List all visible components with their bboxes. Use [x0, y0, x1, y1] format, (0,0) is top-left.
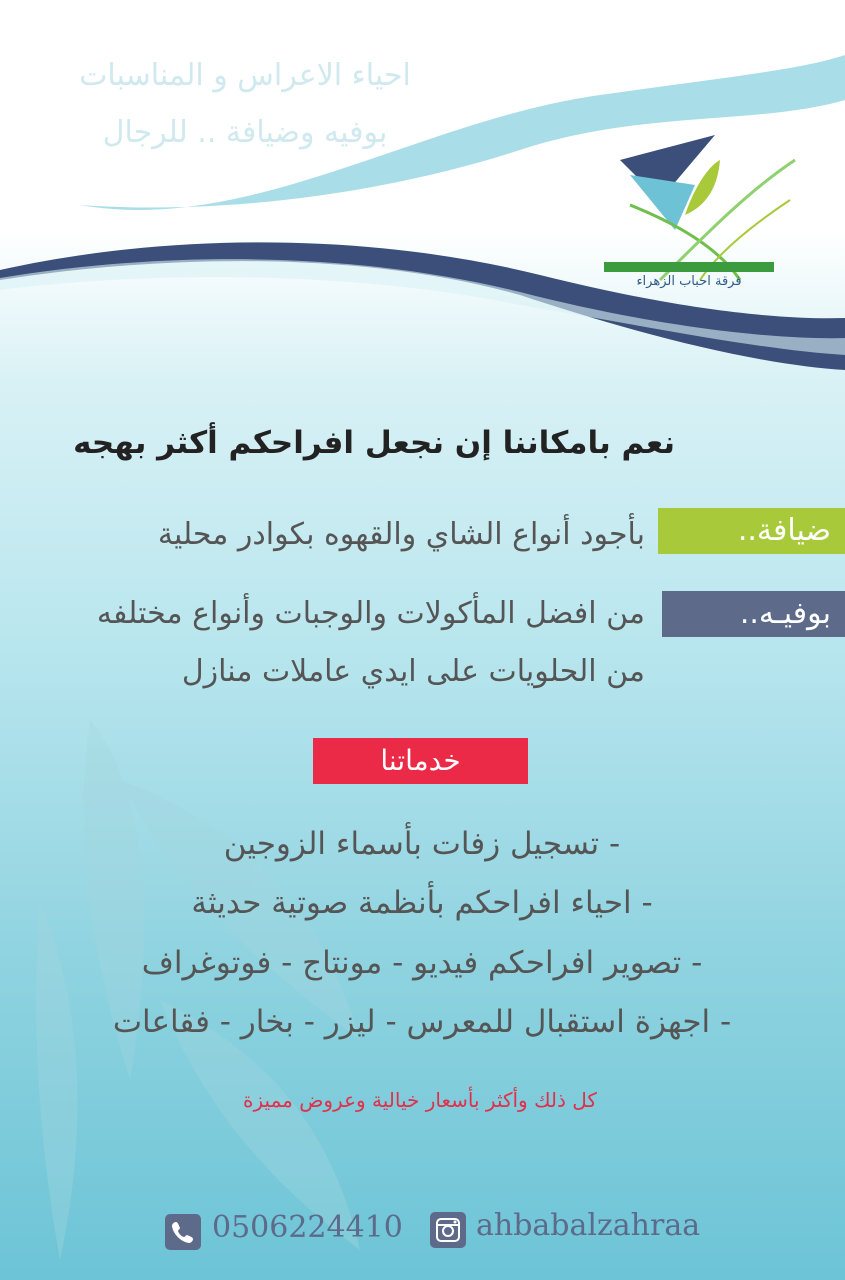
- diyafa-description: بأجود أنواع الشاي والقهوه بكوادر محلية: [157, 517, 645, 552]
- instagram-handle[interactable]: ahbabalzahraa: [476, 1208, 701, 1243]
- service-item: - احياء افراحكم بأنظمة صوتية حديثة: [191, 885, 653, 921]
- instagram-icon[interactable]: [430, 1212, 466, 1248]
- tagline-line2: بوفيه وضيافة .. للرجال: [102, 115, 388, 150]
- logo: [600, 130, 800, 295]
- services-title: خدماتنا: [313, 738, 528, 784]
- tagline-line1: احياء الاعراس و المناسبات: [79, 58, 411, 93]
- logo-caption: فرقة احباب الزهراء: [636, 274, 742, 289]
- phone-icon[interactable]: [165, 1214, 201, 1250]
- service-item: - تصوير افراحكم فيديو - مونتاج - فوتوغراف: [141, 945, 703, 981]
- buffet-description-line2: من الحلويات على ايدي عاملات منازل: [181, 654, 645, 689]
- diyafa-label: ضيافة..: [658, 508, 845, 554]
- service-item: - تسجيل زفات بأسماء الزوجين: [223, 826, 621, 862]
- headline: نعم بامكاننا إن نجعل افراحكم أكثر بهجه: [73, 425, 675, 461]
- buffet-label: بوفيـه..: [662, 591, 845, 637]
- buffet-description-line1: من افضل المأكولات والوجبات وأنواع مختلفه: [96, 596, 645, 631]
- service-item: - اجهزة استقبال للمعرس - ليزر - بخار - فقاعات: [112, 1004, 732, 1040]
- phone-number[interactable]: 0506224410: [212, 1210, 403, 1245]
- offer-note: كل ذلك وأكثر بأسعار خيالية وعروض مميزة: [243, 1088, 597, 1112]
